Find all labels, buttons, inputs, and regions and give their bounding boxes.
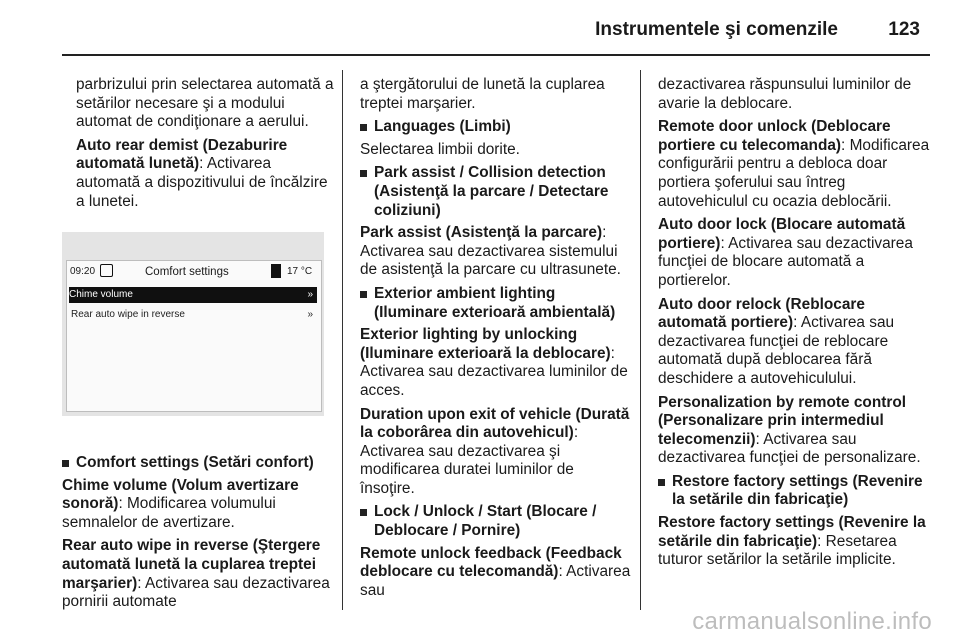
definition: : Activarea automată a dispozitivului de încălzire a lunetei.: [76, 155, 328, 210]
chevron-right-icon: »: [307, 309, 313, 320]
column-divider: [640, 70, 641, 610]
definition: : Activarea sau dezactivarea luminilor de acces.: [360, 344, 628, 399]
display-screenshot: [62, 232, 324, 416]
paragraph: parbrizului prin selectarea automată a setărilor necesare şi a modului automat de condiţionare a aerului.: [76, 76, 334, 131]
definition: : Modificarea configurării pentru a debloca doar portiera şoferului sau întreg autovehiculul cu ocazia deblocării.: [658, 136, 930, 210]
definition: : Activarea sau dezactivarea funcţiei de personalizare.: [658, 430, 921, 467]
definition: : Activarea sau dezactivarea funcţiei de reblocare automată după deblocarea fără deschidere a autovehiculului.: [658, 314, 895, 387]
bullet-item: Restore factory settings (Revenire la setările din fabricaţie): [658, 473, 930, 510]
term: Auto door lock (Blocare automată portiere): [658, 216, 906, 252]
definition: : Activarea sau dezactivarea sistemului de asistenţă la parcare cu ultrasunete.: [360, 224, 621, 279]
comfort-settings-screen: [66, 260, 322, 412]
column-divider: [342, 70, 343, 610]
term: Personalization by remote control (Personalizare prin intermediul telecomenzii): [658, 393, 907, 448]
definition: : Activarea sau dezactivarea şi modificarea duratei luminilor de însoţire.: [360, 424, 579, 497]
screen-title: Comfort settings: [145, 266, 229, 278]
bullet-item: Comfort settings (Setări confort): [62, 454, 334, 473]
thermometer-icon: [271, 264, 281, 278]
paragraph: [360, 545, 632, 601]
header-rule: [62, 54, 930, 56]
column-3: [658, 76, 930, 575]
paragraph: [658, 118, 930, 211]
page-number: 123: [888, 19, 920, 40]
term: Rear auto wipe in reverse (Ştergere automată lunetă la cuplarea treptei marşarier): [62, 537, 321, 592]
term: Park assist (Asistenţă la parcare): [360, 224, 603, 242]
term: Auto rear demist (Dezaburire automată lunetă): [76, 136, 288, 173]
definition: : Activarea sau: [360, 563, 631, 599]
paragraph: [76, 137, 334, 211]
chevron-right-icon: »: [307, 289, 313, 300]
paragraph: Selectarea limbii dorite.: [360, 140, 520, 158]
paragraph: [360, 224, 632, 280]
bullet-item: Lock / Unlock / Start (Blocare / Deblocare / Pornire): [360, 503, 632, 540]
menu-item-chime-volume[interactable]: Chime volume »: [69, 287, 317, 303]
paragraph: [658, 514, 930, 570]
term: Restore factory settings (Revenire la setările din fabricaţie): [658, 514, 926, 550]
definition: : Activarea sau dezactivarea funcţiei de blocare automată a portierelor.: [658, 234, 913, 289]
column-1-lower: [62, 454, 334, 617]
page-header: [62, 0, 930, 62]
paragraph: [360, 326, 632, 400]
paragraph: [62, 537, 334, 611]
definition: : Activarea sau dezactivarea pornirii automate: [62, 574, 330, 611]
bullet-item: Park assist / Collision detection (Asistenţă la parcare / Detectare coliziuni): [360, 164, 632, 220]
term: Chime volume (Volum avertizare sonoră): [62, 476, 299, 513]
watermark: carmanualsonline.info: [692, 608, 932, 635]
paragraph: [658, 394, 930, 468]
temperature-text: 17 °C: [287, 266, 313, 277]
paragraph: [62, 477, 334, 533]
term: Exterior lighting by unlocking (Iluminare exterioară la deblocare): [360, 326, 611, 362]
paragraph: dezactivarea răspunsului luminilor de avarie la deblocare.: [658, 76, 912, 112]
clock-text: 09:20: [70, 266, 96, 277]
column-2: [360, 76, 632, 605]
definition: : Resetarea tuturor setărilor la setările implicite.: [658, 532, 897, 569]
back-icon: [100, 264, 113, 277]
paragraph: [658, 216, 930, 290]
paragraph: a ştergătorului de lunetă la cuplarea treptei marşarier.: [360, 76, 605, 112]
term: Remote unlock feedback (Feedback deblocare cu telecomandă): [360, 544, 622, 581]
term: Duration upon exit of vehicle (Durată la coborârea din autovehicul): [360, 405, 630, 442]
term: Remote door unlock (Deblocare portiere cu telecomanda): [658, 118, 891, 154]
paragraph: [360, 406, 632, 499]
bullet-item: Languages (Limbi): [360, 118, 632, 137]
page-title: Instrumentele şi comenzile: [595, 19, 838, 40]
menu-item-rear-auto-wipe[interactable]: Rear auto wipe in reverse »: [69, 307, 317, 323]
bullet-item: Exterior ambient lighting (Iluminare exterioară ambientală): [360, 285, 632, 322]
column-1: [76, 76, 334, 216]
definition: : Modificarea volumului semnalelor de avertizare.: [62, 495, 276, 531]
term: Auto door relock (Reblocare automată portiere): [658, 295, 865, 332]
paragraph: [658, 296, 930, 389]
